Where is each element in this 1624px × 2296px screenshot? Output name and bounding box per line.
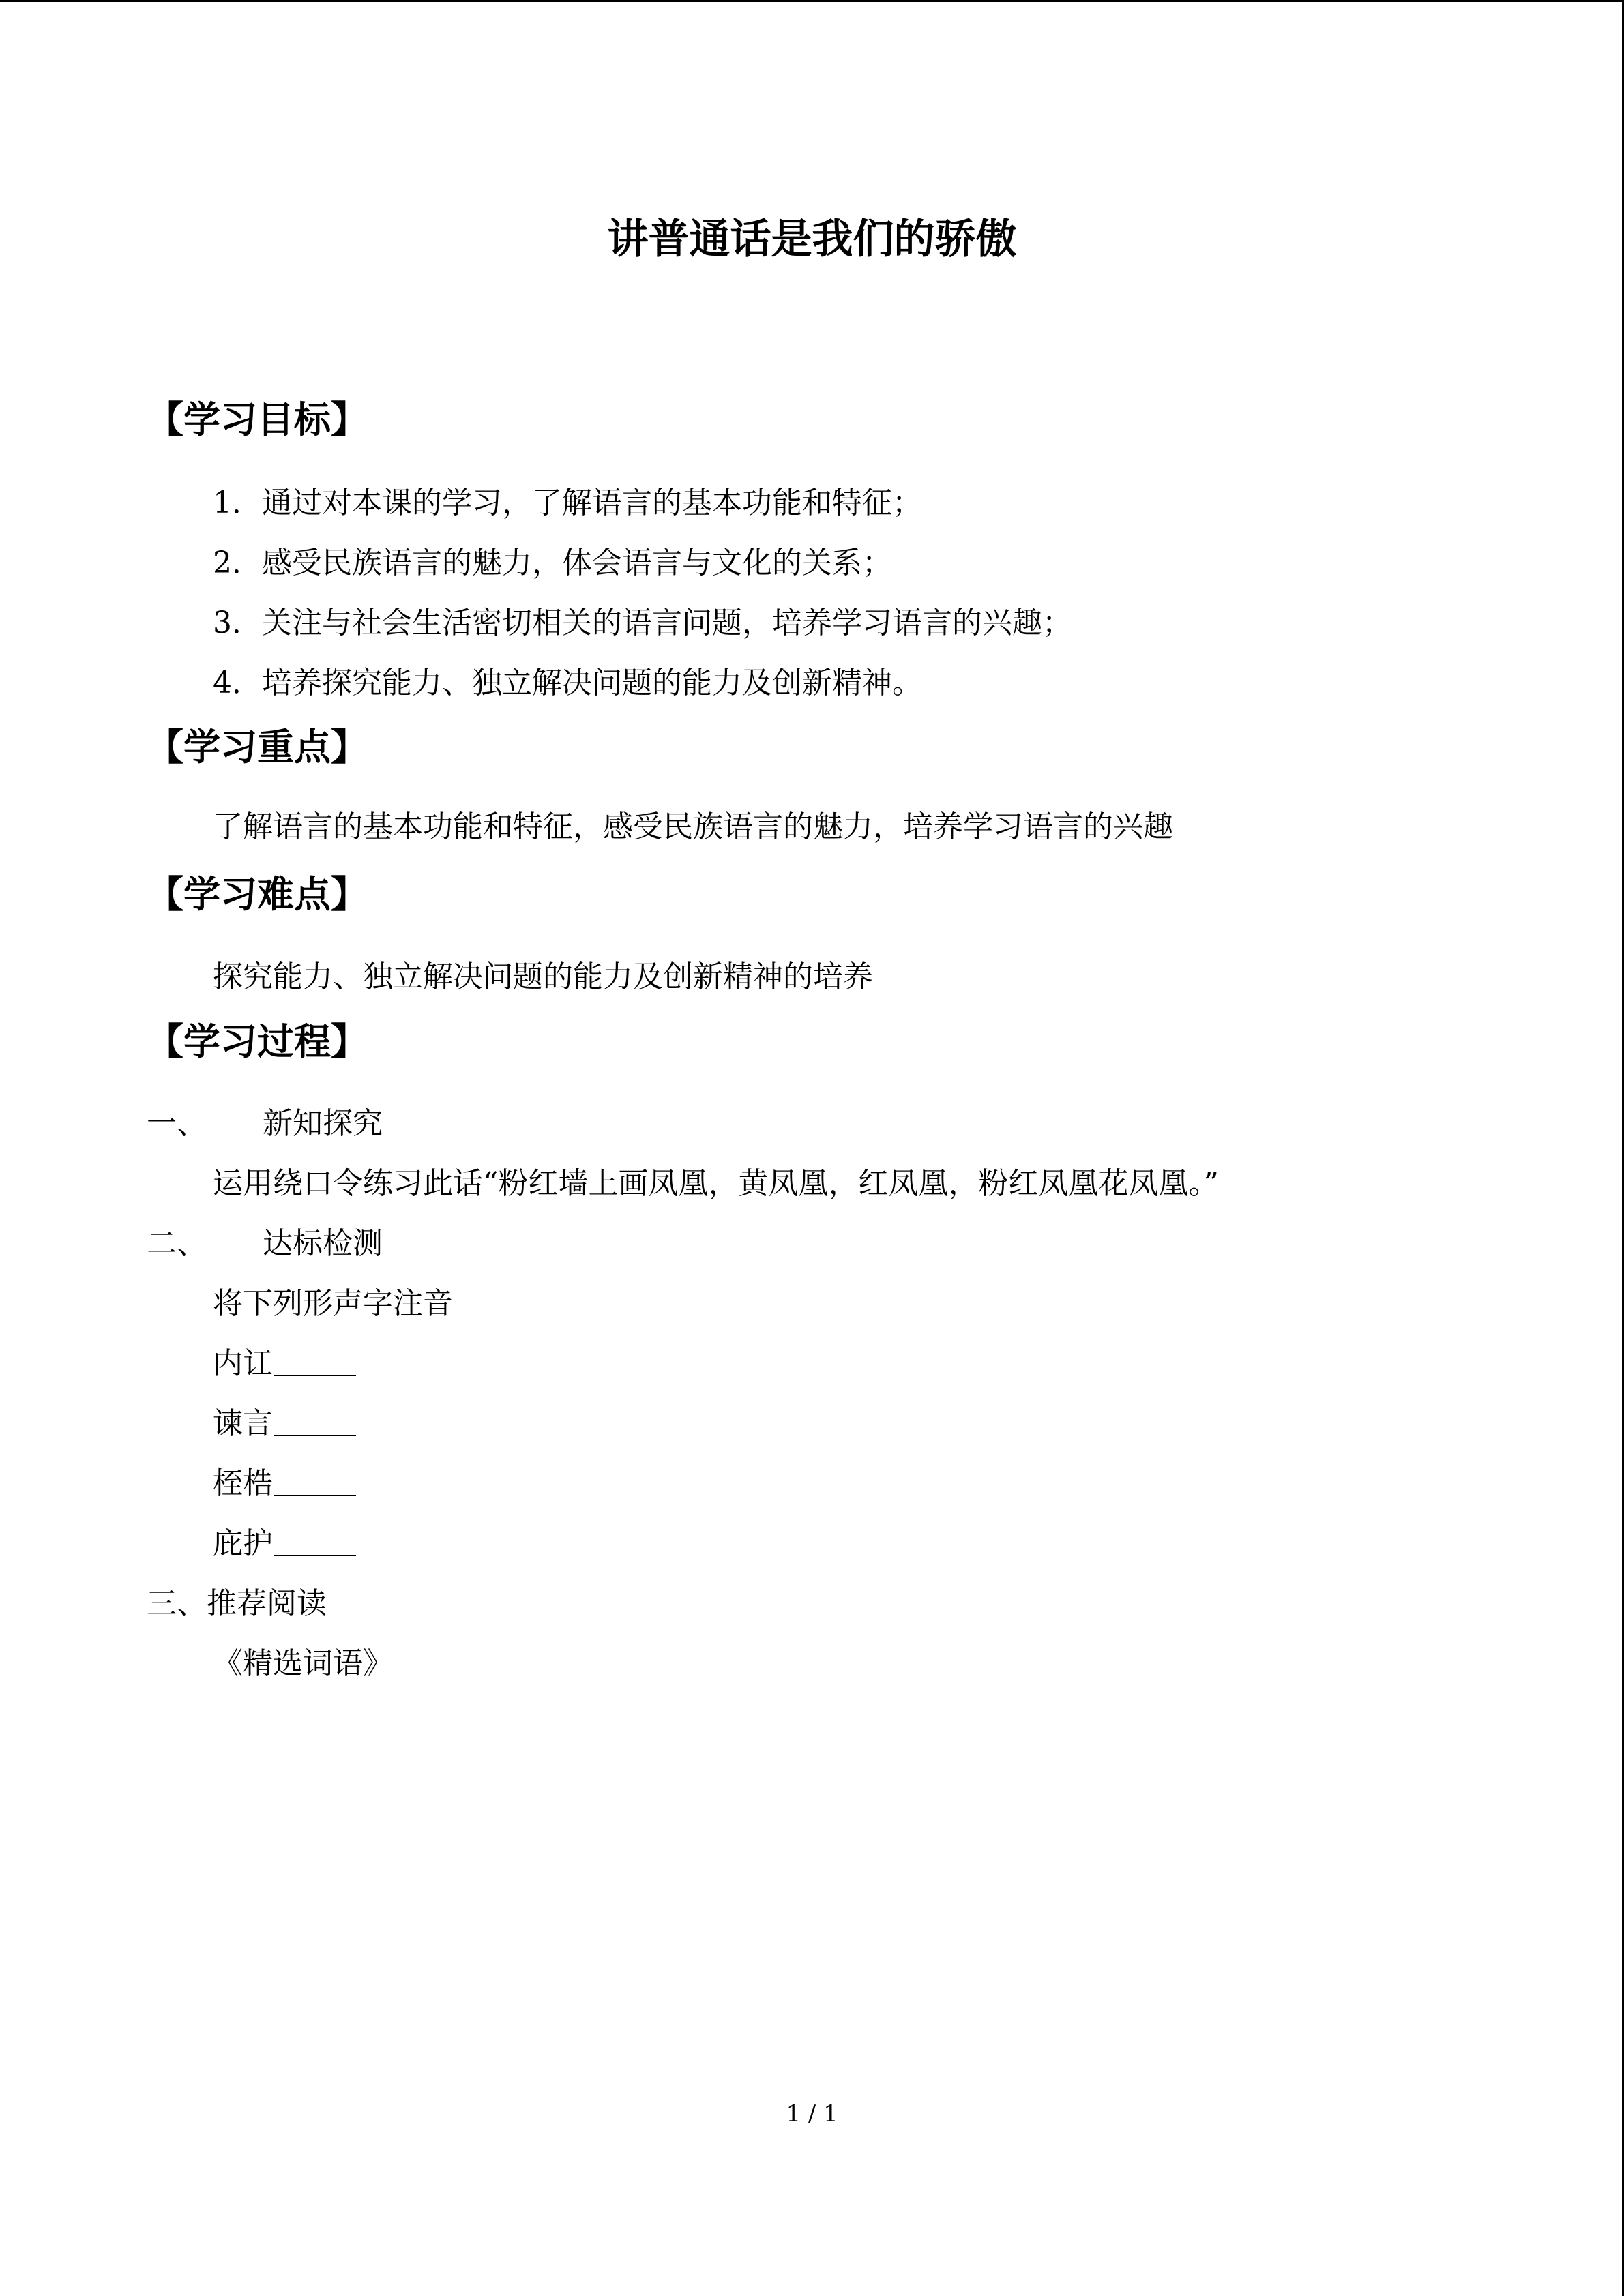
- part3-book: 《精选词语》: [213, 1646, 393, 1681]
- difficulties-heading: 【学习难点】: [147, 873, 368, 916]
- answer-blank: [274, 1467, 356, 1496]
- difficulties-text: 探究能力、独立解决问题的能力及创新精神的培养: [213, 959, 873, 994]
- word-text: 桎梏: [213, 1466, 273, 1501]
- goals-heading: 【学习目标】: [147, 398, 368, 441]
- part1-text: 运用绕口令练习此话“粉红墙上画凤凰，黄凤凰，红凤凰，粉红凤凰花凤凰。”: [213, 1166, 1219, 1201]
- part1-number: 一、: [147, 1106, 207, 1141]
- word-item: [213, 1519, 356, 1562]
- key-points-text: 了解语言的基本功能和特征，感受民族语言的魅力，培养学习语言的兴趣: [213, 809, 1173, 844]
- goal-item-number: 2．: [213, 546, 262, 580]
- goal-item-2: [213, 538, 892, 582]
- goal-item-number: 3．: [213, 606, 262, 640]
- word-text: 内讧: [213, 1346, 273, 1381]
- part3-label: 三、推荐阅读: [147, 1586, 327, 1621]
- goal-item-4: [213, 658, 922, 702]
- part2-instruction: 将下列形声字注音: [213, 1286, 453, 1321]
- word-item: [213, 1339, 356, 1382]
- part2-number: 二、: [147, 1226, 207, 1261]
- goal-item-number: 4．: [213, 666, 262, 700]
- process-heading: 【学习过程】: [147, 1020, 368, 1063]
- answer-blank: [274, 1407, 356, 1436]
- goal-item-1: [213, 478, 922, 522]
- goal-item-text: 关注与社会生活密切相关的语言问题，培养学习语言的兴趣；: [262, 606, 1072, 640]
- answer-blank: [274, 1527, 356, 1556]
- goal-item-3: [213, 598, 1072, 642]
- word-text: 谏言: [213, 1406, 273, 1441]
- goal-item-text: 通过对本课的学习，了解语言的基本功能和特征；: [262, 486, 922, 520]
- page-number: 1 / 1: [786, 2100, 838, 2128]
- part2-title: 达标检测: [263, 1226, 383, 1261]
- answer-blank: [274, 1347, 356, 1376]
- goal-item-number: 1．: [213, 486, 262, 520]
- word-item: [213, 1459, 356, 1502]
- word-item: [213, 1399, 356, 1442]
- part1-title: 新知探究: [263, 1106, 383, 1141]
- word-text: 庇护: [213, 1526, 273, 1561]
- goal-item-text: 感受民族语言的魅力，体会语言与文化的关系；: [262, 546, 892, 580]
- goal-item-text: 培养探究能力、独立解决问题的能力及创新精神。: [262, 666, 922, 700]
- key-points-heading: 【学习重点】: [147, 726, 368, 769]
- document-title: 讲普通话是我们的骄傲: [607, 215, 1017, 263]
